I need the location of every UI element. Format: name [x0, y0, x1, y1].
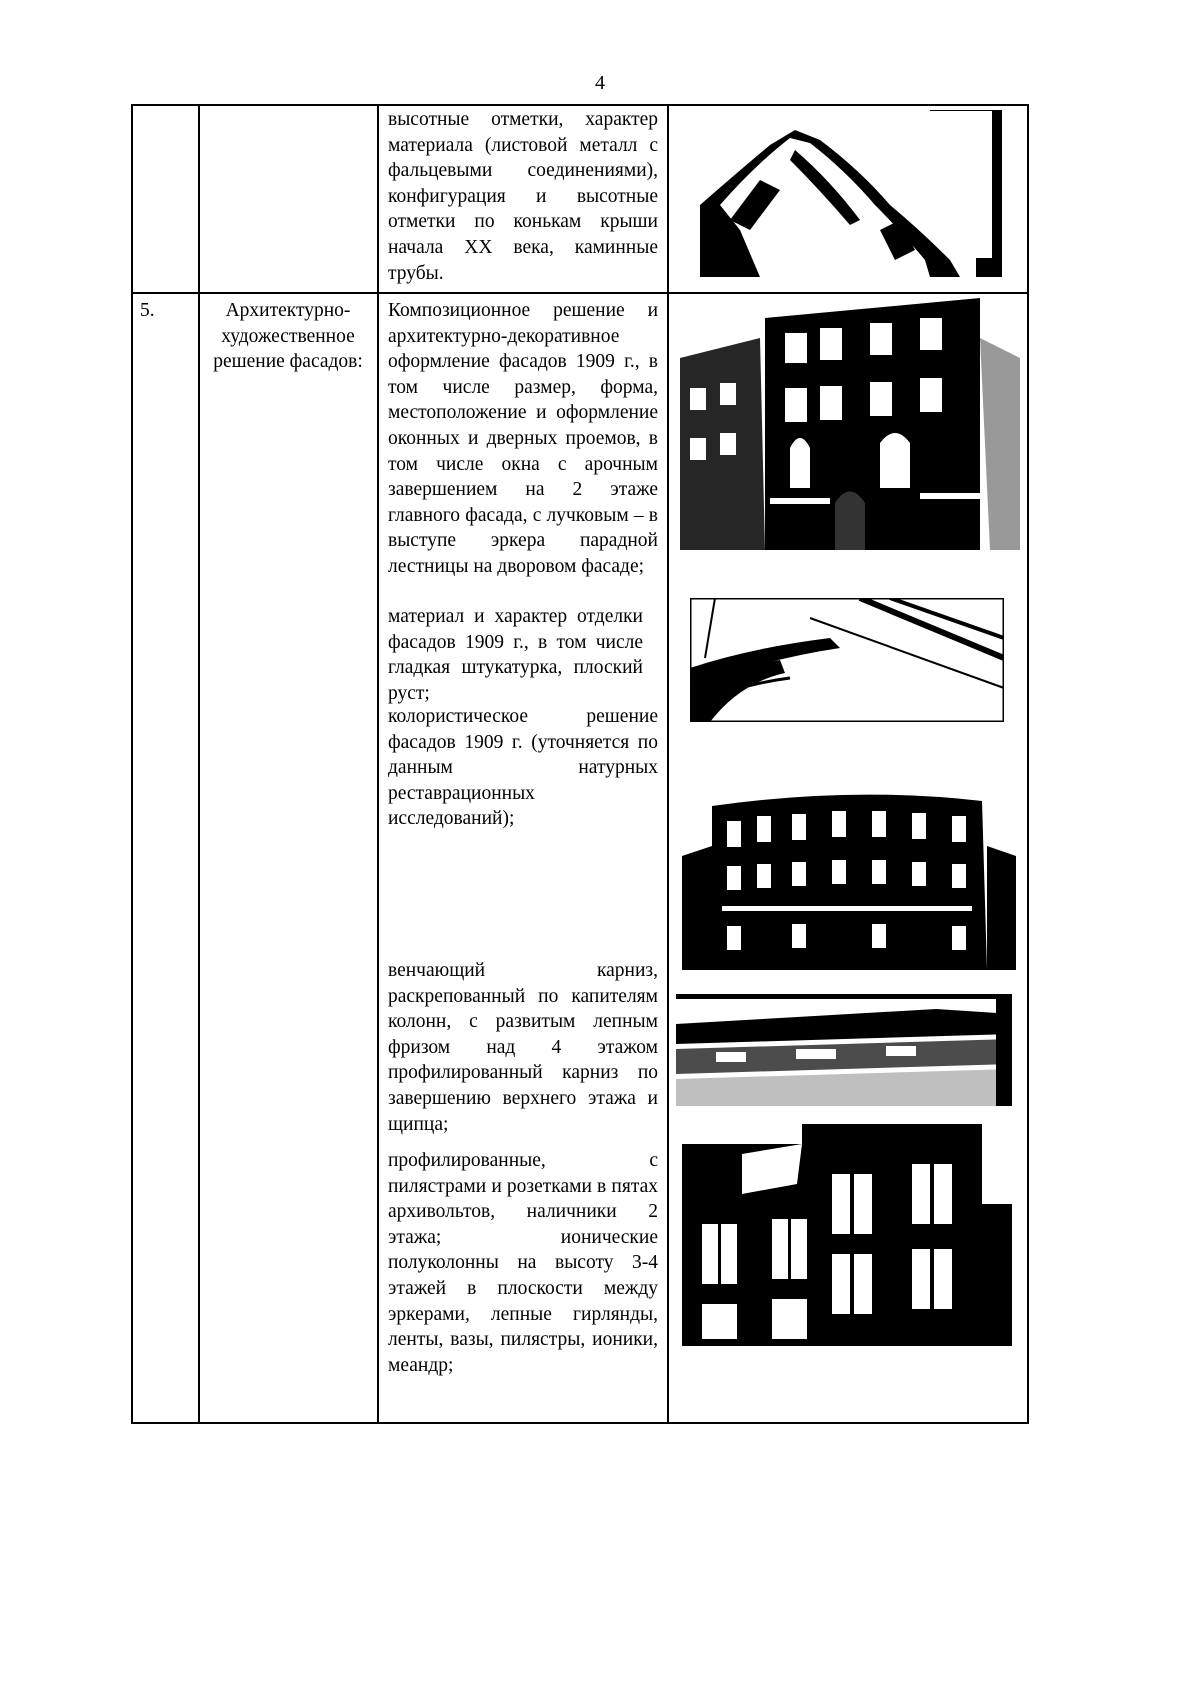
- table-border-bottom: [131, 1422, 1029, 1424]
- table-cell-paragraph-3: колористическое решение фасадов 1909 г. (уточняется по данным натурных реставрационных исследований);: [388, 706, 658, 830]
- table-border-left: [131, 104, 133, 1424]
- table-divider-3: [667, 104, 669, 1424]
- roof-detail-photo: [700, 110, 1002, 277]
- table-border-top: [131, 104, 1029, 106]
- table-cell-paragraph-1: Композиционное решение и архитектурно-декоративное оформление фасадов 1909 г., в том числе размер, форма, местоположение и оформление оконных и дверных проемов, в том числе окна с арочным завершением на 2 этаже главного фасада, с лучковым – в выступе эркера парадной лестницы на дворовом фасаде;: [388, 300, 658, 577]
- table-row-separator: [131, 292, 1029, 294]
- facade-full-photo: [682, 786, 1016, 970]
- facade-detail-photo: [690, 598, 1004, 722]
- table-cell-name: Архитектурно-художественное решение фасадов:: [213, 300, 363, 373]
- table-divider-2: [377, 104, 379, 1424]
- table-cell-paragraph-5: профилированные, с пилястрами и розетками в пятах архивольтов, наличники 2 этажа; ионические полуколонны на высоту 3-4 этажей в плоскости между эркерами, лепные гирлянды, ленты, вазы, пилястры, ионики, меандр;: [388, 1150, 658, 1376]
- page-number: 4: [595, 72, 605, 94]
- table-border-right: [1027, 104, 1029, 1424]
- table-divider-1: [198, 104, 200, 1424]
- window-surround-photo: [682, 1124, 1012, 1346]
- cornice-photo: [676, 994, 1012, 1106]
- table-cell-paragraph-4: венчающий карниз, раскрепованный по капителям колонн, с развитым лепным фризом над 4 этажом профилированный карниз по завершению верхнего этажа и щипца;: [388, 960, 658, 1135]
- table-cell-number: 5.: [140, 300, 155, 321]
- table-cell-paragraph-2: материал и характер отделки фасадов 1909 г., в том числе гладкая штукатурка, плоский руст;: [388, 606, 643, 704]
- facade-arch-photo: [680, 298, 1020, 550]
- table-cell-description: высотные отметки, характер материала (листовой металл с фальцевыми соединениями), конфигурация и высотные отметки по конькам крыши начала XX века, каминные трубы.: [388, 109, 658, 284]
